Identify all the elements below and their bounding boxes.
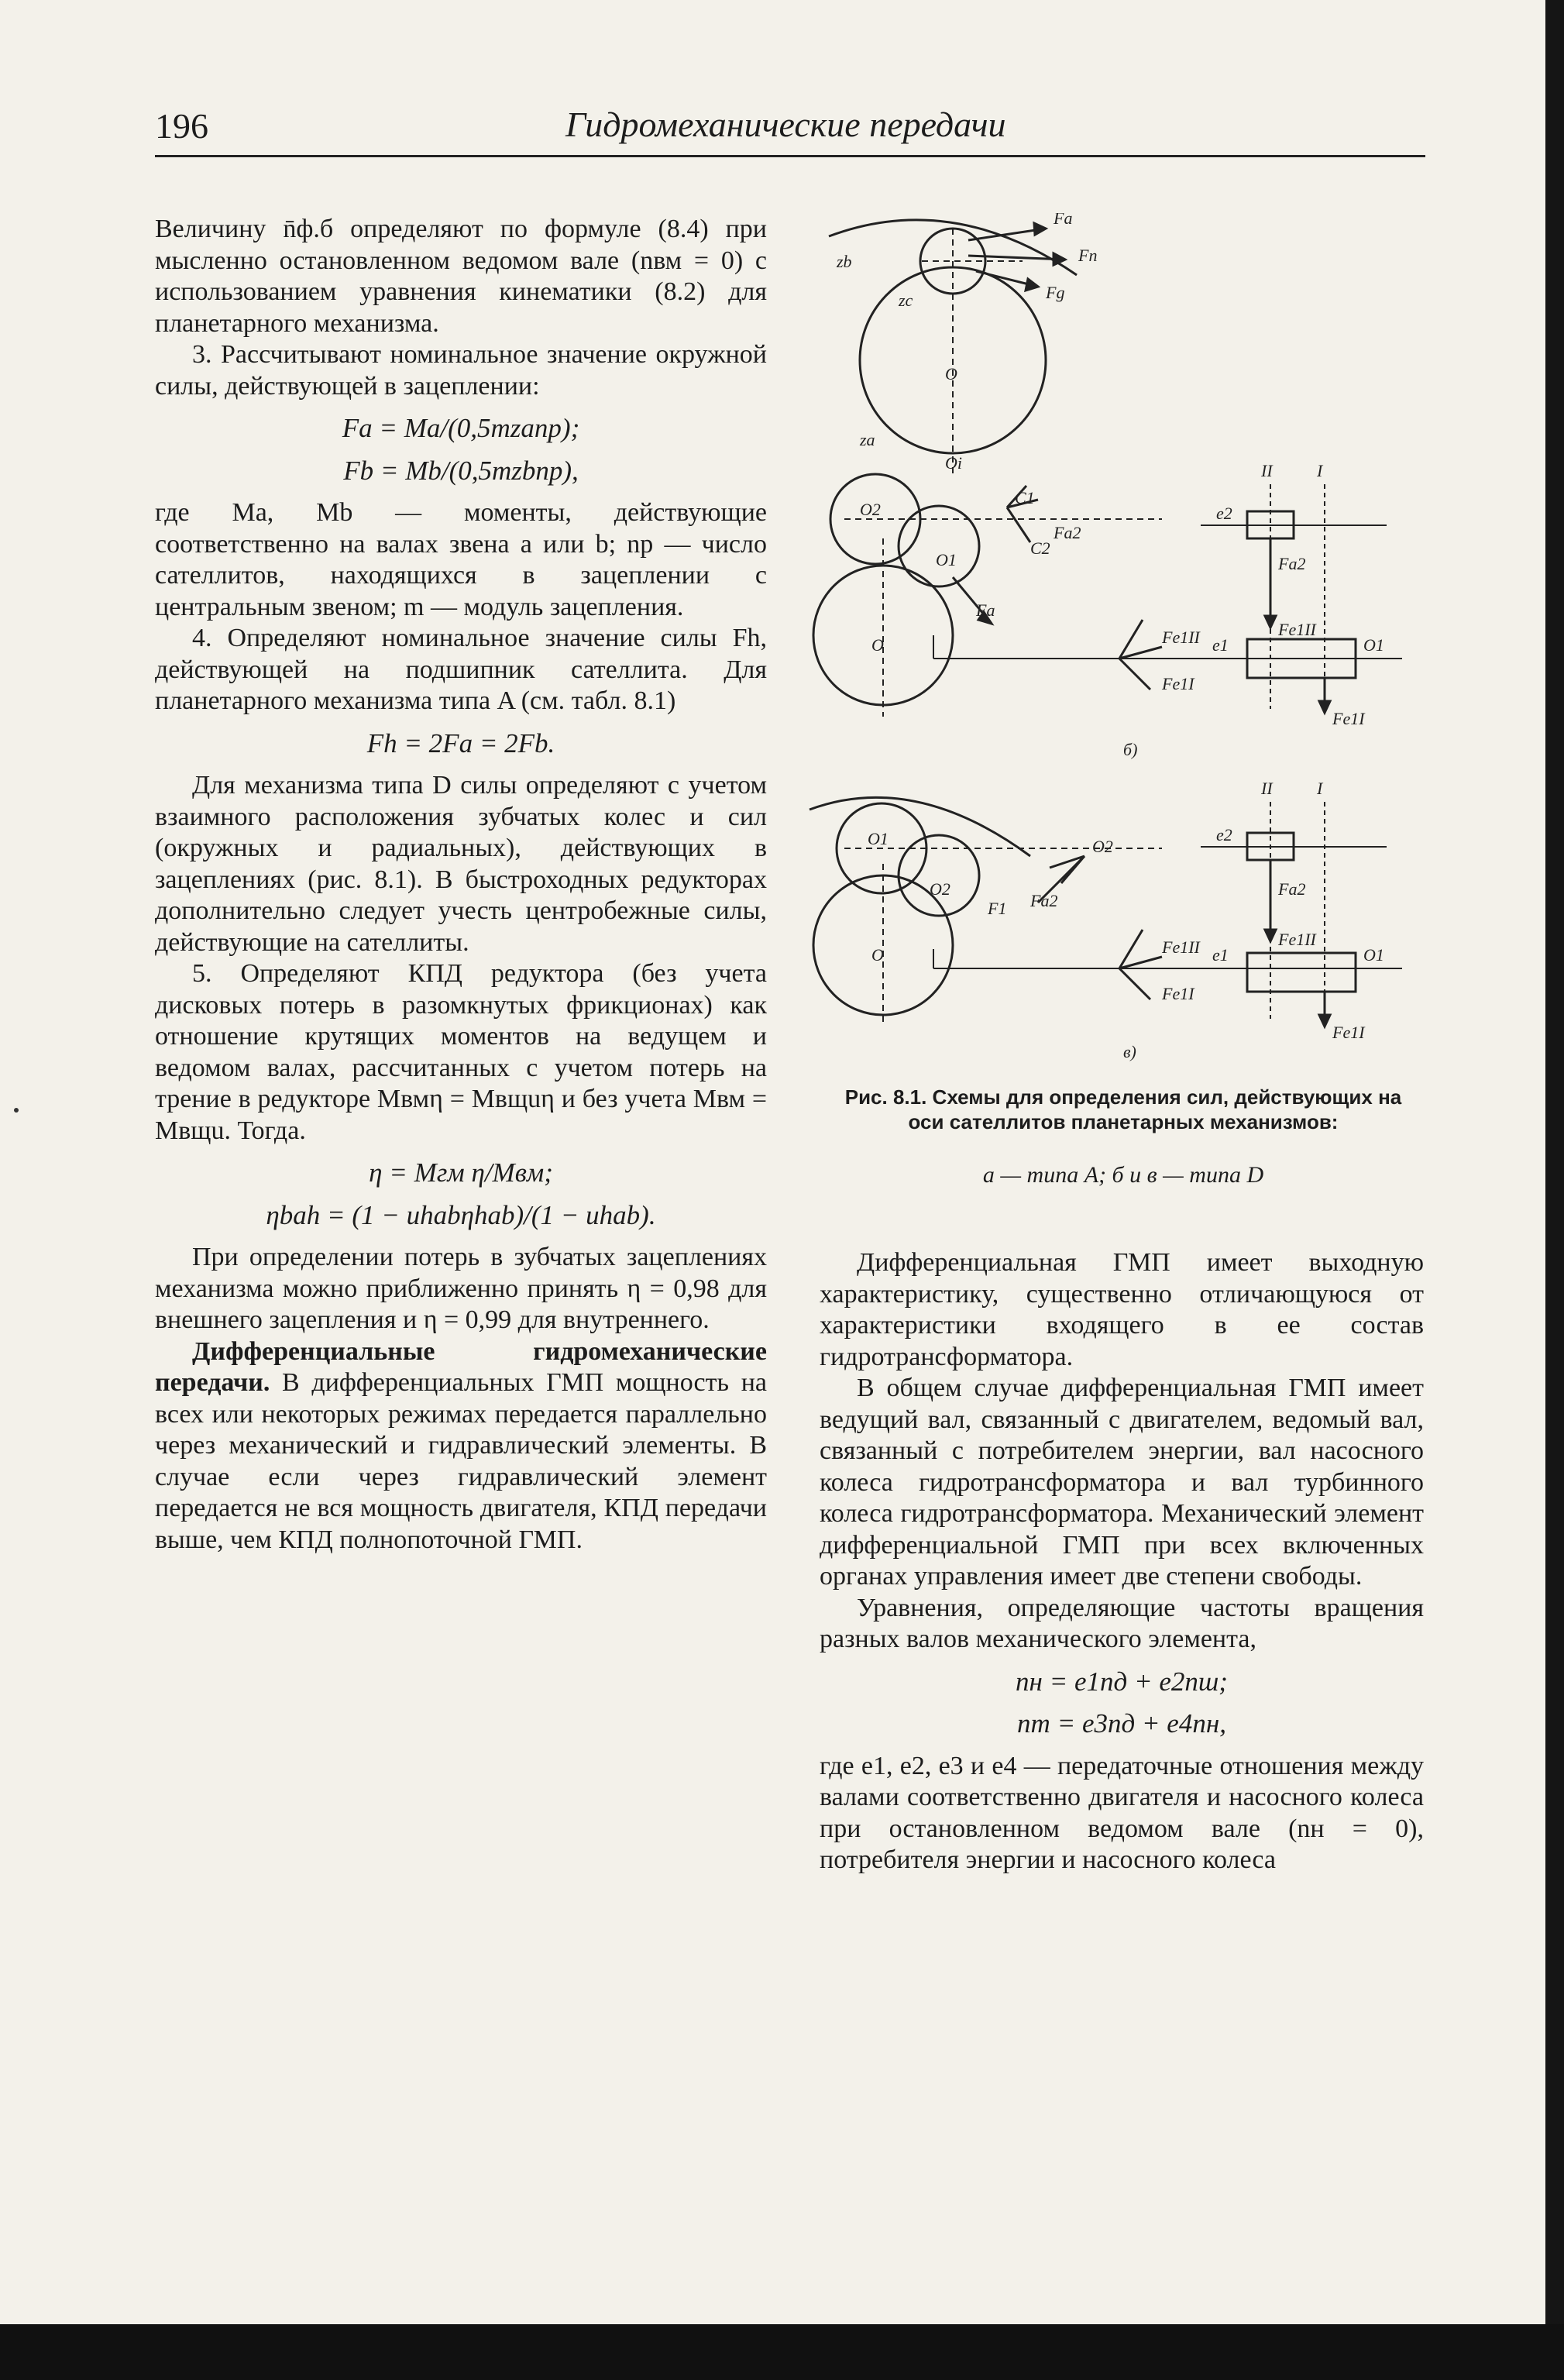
lbl-c-panel: в): [1123, 1042, 1136, 1061]
figure-subcaption: а — типа A; б и в — типа D: [982, 1162, 1264, 1188]
lbl-c-e2: e2: [1216, 825, 1232, 844]
paragraph: Уравнения, определяющие частоты вращения разных валов механического элемента,: [820, 1593, 1424, 1653]
paragraph: 4. Определяют номинальное значение силы Fh, действующей на подшипник сателлита. Для планетарного механизма типа A (см. табл. 8.1): [155, 624, 767, 715]
formula: Fa = Ma/(0,5mzanp);: [342, 413, 580, 443]
paragraph: 3. Рассчитывают номинальное значение окружной силы, действующей в зацеплении:: [155, 340, 767, 401]
lbl-c-ii: II: [1261, 779, 1273, 798]
lbl-a-oi: Oi: [945, 453, 962, 473]
lbl-a-fn: Fn: [1078, 246, 1098, 265]
paragraph: [155, 1336, 767, 1556]
lbl-c-fe1iir: Fe1II: [1278, 930, 1316, 949]
lbl-a-fa: Fa: [1054, 213, 1073, 228]
lbl-c-fa2r: Fa2: [1278, 879, 1306, 899]
lbl-b-fe1ir: Fe1I: [1332, 709, 1365, 728]
lbl-b-fa2: Fa2: [1054, 523, 1081, 542]
lbl-a-o: O: [945, 364, 957, 383]
lbl-b-o1r: O1: [1363, 635, 1384, 655]
lbl-b-o2: O2: [860, 500, 881, 519]
lbl-a-zc: zc: [899, 291, 913, 310]
formula: Fb = Mb/(0,5mzbnp),: [343, 455, 579, 486]
scan-right-edge: [1545, 0, 1564, 2324]
page-number: 196: [155, 106, 208, 146]
figure-caption: Рис. 8.1. Схемы для определения сил, действующих на оси сателлитов планетарных механизмов:: [844, 1085, 1402, 1133]
lbl-c-o1: O1: [868, 829, 889, 848]
lbl-b-panel: б): [1123, 740, 1138, 759]
lbl-c-fe1ii: Fe1II: [1162, 937, 1200, 957]
paragraph-text: В дифференциальных ГМП мощность на всех или некоторых режимах передается параллельно через механический и гидравлический элементы. В случае если через гидравлический элемент передается не вся мощность двигателя, КПД передачи выше, чем КПД полнопоточной ГМП.: [155, 1368, 767, 1554]
lbl-c-f1: F1: [988, 899, 1007, 918]
margin-speck: [14, 1108, 19, 1113]
paragraph: где Ma, Mb — моменты, действующие соответственно на валах звена a или b; np — число сателлитов, находящихся в зацеплении с центральным звеном; m — модуль зацепления.: [155, 498, 767, 621]
lbl-c-o2r: O2: [1092, 837, 1113, 856]
running-title: Гидромеханические передачи: [565, 105, 1006, 144]
lbl-c-fe1ir: Fe1I: [1332, 1023, 1365, 1042]
lbl-b-i: I: [1317, 461, 1323, 480]
formula: Fh = 2Fa = 2Fb.: [366, 727, 555, 758]
paragraph: где e1, e2, e3 и e4 — передаточные отношения между валами соответственно двигателя и насосного колеса при остановленном ведомом вале (nн = 0), потребителя энергии и насосного колеса: [820, 1751, 1424, 1874]
lbl-b-o1: O1: [936, 550, 957, 569]
formula: nн = e1nд + e2nш;: [1016, 1666, 1228, 1697]
lbl-b-ii: II: [1261, 461, 1273, 480]
paragraph: В общем случае дифференциальная ГМП имеет ведущий вал, связанный с двигателем, ведомый вал, связанный с потребителем энергии, вал насосного колеса гидротрансформатора и вал турбинного колеса гидротрансформатора. Механический элемент дифференциальной ГМП при всех включенных органах управления имеет две степени свободы.: [820, 1374, 1424, 1591]
paragraph: Для механизма типа D силы определяют с учетом взаимного расположения зубчатых колес и сил (окружных и радиальных), действующих в зацеплениях (рис. 8.1). В быстроходных редукторах дополнительно следует учесть центробежные силы, действующие на сателлиты.: [155, 771, 767, 957]
lbl-c-o1r: O1: [1363, 945, 1384, 965]
formula: nт = e3nд + e4nн,: [1017, 1708, 1226, 1739]
lbl-b-e2: e2: [1216, 504, 1232, 523]
lbl-c-i: I: [1317, 779, 1323, 798]
lbl-c-fa2: Fa2: [1030, 891, 1058, 910]
panel-b-diagram: [813, 474, 1402, 717]
left-column: [155, 214, 767, 1556]
page-header: [155, 98, 1433, 152]
figure-diagrams: [798, 213, 1441, 1089]
lbl-c-o2: O2: [930, 879, 950, 899]
header-rule: [155, 155, 1425, 157]
lbl-b-fa: Fa: [976, 600, 995, 620]
lbl-a-zb: zb: [837, 252, 852, 271]
lbl-a-za: za: [860, 430, 875, 449]
panel-c-diagram: [809, 797, 1402, 1027]
formula: η = Mгм η/Mвм;: [369, 1157, 553, 1188]
figure-8-1: [798, 213, 1441, 1089]
paragraph: 5. Определяют КПД редуктора (без учета дисковых потерь в разомкнутых фрикционах) как отношение крутящих моментов на ведущем и ведомом валах, рассчитанных с учетом потерь на трение в редукторе Mвмη = Mвщuη и без учета Mвм = Mвщu. Тогда.: [155, 959, 767, 1145]
lbl-a-fg: Fg: [1046, 283, 1065, 302]
lbl-b-fe1i: Fe1I: [1162, 674, 1194, 693]
paragraph: Величину n̄ф.б определяют по формуле (8.4) при мысленно остановленном ведомом вале (nвм = 0) с использованием уравнения кинематики (8.2) для планетарного механизма.: [155, 215, 767, 338]
figure-labels: [836, 213, 1384, 1061]
lbl-c-e1: e1: [1212, 945, 1229, 965]
paragraph: Дифференциальная ГМП имеет выходную характеристику, существенно отличающуюся от характеристики входящего в ее состав гидротрансформатора.: [820, 1248, 1424, 1371]
formula: ηbah = (1 − uhabηhab)/(1 − uhab).: [266, 1199, 656, 1230]
lbl-b-o: O: [871, 635, 884, 655]
lbl-c-o: O: [871, 945, 884, 965]
paragraph: При определении потерь в зубчатых зацеплениях механизма можно приближенно принять η = 0,98 для внешнего зацепления и η = 0,99 для внутреннего.: [155, 1243, 767, 1334]
lbl-b-c2: C2: [1030, 538, 1050, 558]
section-lead: Дифференциальные гидромеханические передачи.: [155, 1336, 767, 1397]
lbl-c-fe1i: Fe1I: [1162, 984, 1194, 1003]
right-column: [820, 1247, 1424, 1876]
lbl-b-c1: C1: [1015, 488, 1035, 507]
lbl-b-fa2r: Fa2: [1278, 554, 1306, 573]
lbl-b-fe1ii: Fe1II: [1162, 628, 1200, 647]
lbl-b-fe1iir: Fe1II: [1278, 620, 1316, 639]
lbl-b-e1: e1: [1212, 635, 1229, 655]
scan-bottom-edge: [0, 2324, 1564, 2380]
